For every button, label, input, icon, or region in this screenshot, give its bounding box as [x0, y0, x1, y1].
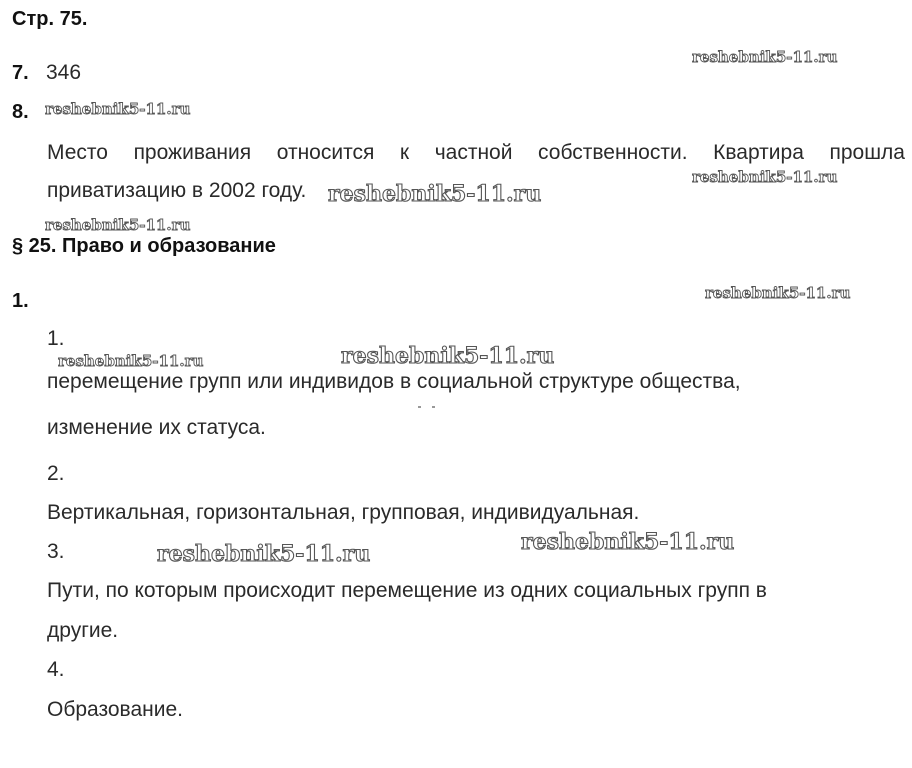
- watermark-logo: reshebnik5-11.ru: [328, 181, 542, 207]
- watermark-logo: reshebnik5-11.ru: [692, 48, 838, 66]
- answer-3-text-line-2: другие.: [47, 619, 119, 642]
- watermark-logo: reshebnik5-11.ru: [521, 529, 735, 555]
- answer-1-text-line-1: перемещение групп или индивидов в социальной структуре общества,: [47, 370, 741, 393]
- question-8-text-line-2: приватизацию в 2002 году.: [47, 179, 307, 202]
- watermark-logo: reshebnik5-11.ru: [341, 343, 555, 369]
- scan-dots: [418, 406, 442, 410]
- answer-1-number: 1.: [47, 327, 65, 350]
- question-7-answer: 346: [46, 61, 82, 84]
- watermark-logo: reshebnik5-11.ru: [45, 216, 191, 234]
- answer-1-text-line-2: изменение их статуса.: [47, 416, 266, 439]
- watermark-logo: reshebnik5-11.ru: [692, 168, 838, 186]
- answer-4-number: 4.: [47, 658, 65, 681]
- question-8-text-line-1: Место проживания относится к частной собственности. Квартира прошла: [47, 141, 905, 164]
- answer-2-number: 2.: [47, 462, 65, 485]
- question-7-number: 7.: [12, 62, 29, 84]
- watermark-logo: reshebnik5-11.ru: [45, 100, 191, 118]
- answer-2-text: Вертикальная, горизонтальная, групповая, индивидуальная.: [47, 501, 640, 524]
- watermark-logo: reshebnik5-11.ru: [157, 541, 371, 567]
- answer-3-text-line-1: Пути, по которым происходит перемещение из одних социальных групп в: [47, 579, 767, 602]
- watermark-logo: reshebnik5-11.ru: [58, 352, 204, 370]
- watermark-logo: reshebnik5-11.ru: [705, 284, 851, 302]
- question-8-number: 8.: [12, 101, 29, 123]
- question-1-number: 1.: [12, 290, 29, 312]
- page-header: Стр. 75.: [12, 8, 88, 30]
- answer-4-text: Образование.: [47, 698, 183, 721]
- answer-3-number: 3.: [47, 540, 65, 563]
- section-title: § 25. Право и образование: [12, 235, 276, 257]
